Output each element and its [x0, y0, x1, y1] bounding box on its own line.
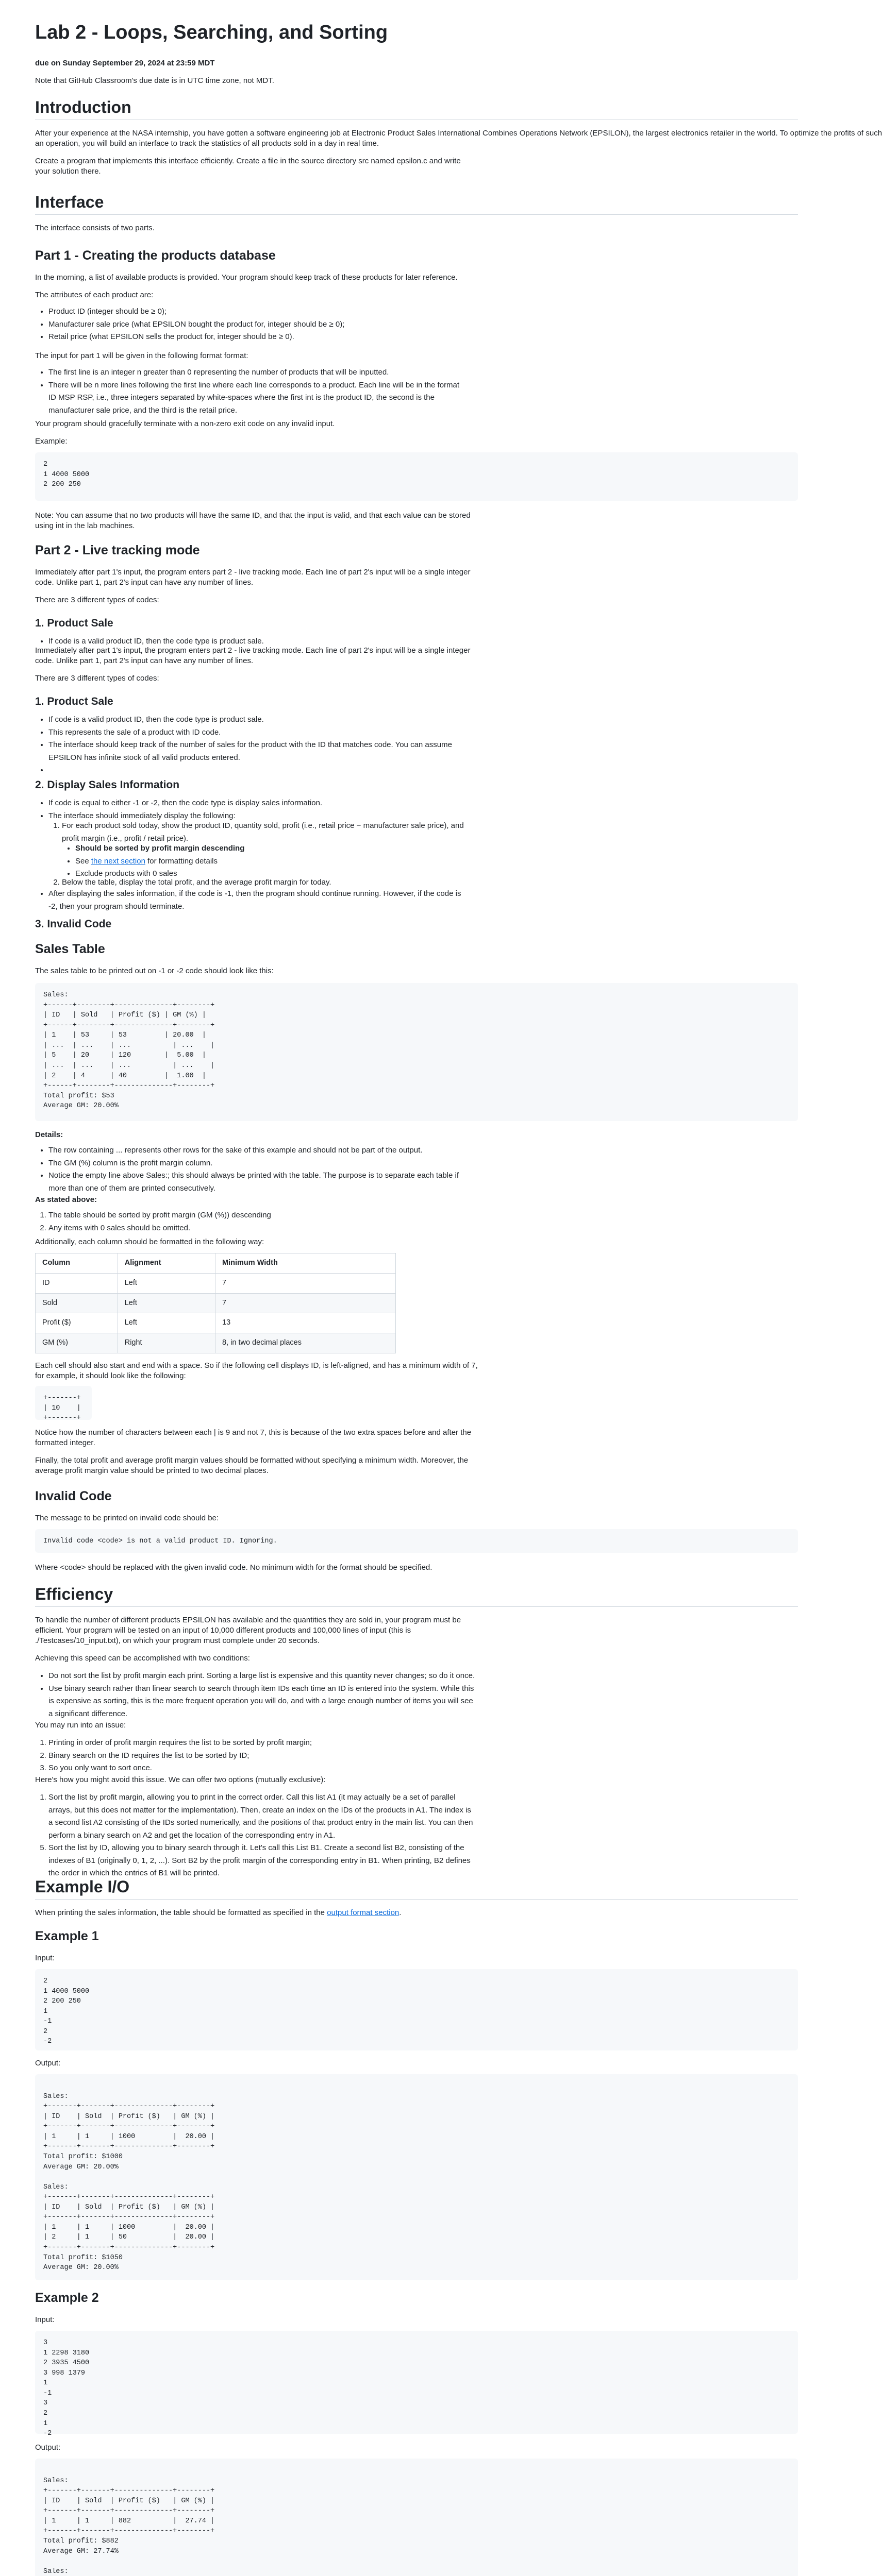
- interface-intro: The interface consists of two parts.: [35, 224, 155, 232]
- example2-input: 3 1 2298 3180 2 3935 4500 3 998 1379 1 -1 3 2 1 -2: [35, 2331, 798, 2434]
- efficiency-p1c: ./Testcases/10_input.txt), on which your program must complete under 20 seconds.: [35, 1636, 320, 1645]
- efficiency-list: [35, 1669, 475, 1721]
- example-io-intro: When printing the sales information, the table should be formatted as specified in the output format section.: [35, 1908, 402, 1917]
- list-item: • Retail price (what EPSILON sells the product for, integer should be ≥ 0).: [48, 331, 344, 343]
- part1-p1: In the morning, a list of available products is provided. Your program should keep track of these products for later reference.: [35, 273, 458, 282]
- divider: [35, 1606, 798, 1607]
- as-stated-label: As stated above:: [35, 1195, 97, 1204]
- product-sale-list: [35, 713, 452, 777]
- column-header: Minimum Width: [215, 1253, 396, 1274]
- list-item: • The first line is an integer n greater than 0 representing the number of products that will be inputted.: [48, 367, 459, 379]
- heading-efficiency: Efficiency: [35, 1585, 113, 1603]
- list-item: the order in which the entries of B1 will be printed.: [48, 1869, 220, 1877]
- invalid-code-note: Where <code> should be replaced with the given invalid code. No minimum width for the format should be specified.: [35, 1563, 432, 1572]
- list-item: is expensive as sorting, this is the more frequent operation you will do, and with a large enough number of items you will see: [48, 1697, 473, 1705]
- intro-paragraph-1b: an operation, you will build an interface to track the statistics of all products sold in a day in real time.: [35, 139, 379, 148]
- cell-format-example: +-------+ | 10 | +-------+: [35, 1386, 92, 1420]
- list-item: perform a binary search on A2 and get the location of the corresponding entry in A1.: [48, 1831, 336, 1840]
- list-item: manufacturer sale price, and the third is the retail price.: [48, 405, 238, 415]
- heading-part2: Part 2 - Live tracking mode: [35, 543, 200, 557]
- sales-table-example: Sales: +------+--------+--------------+--------+ | ID | Sold | Profit ($) | GM (%) | +------+--------+--------------+--------+ | 1 | 53 | 53 | 20.00 | | ... | ... | ... | ... | | 5 | 20 | 120 | 5.00 | | ... | ... | ... | ... | | 2 | 4 | 40 | 1.00 | +------+--------+--------------+--------+ Total profit: $53 Average GM: 20.00%: [35, 983, 798, 1121]
- part1-note: Note: You can assume that no two products will have the same ID, and that the input is valid, and that each value can be stored: [35, 511, 471, 520]
- list-item: 1. Printing in order of profit margin requires the list to be sorted by profit margin;: [48, 1737, 312, 1749]
- list-item: • Notice the empty line above Sales:; this should always be printed with the table. The purpose is to separate each table if: [48, 1170, 459, 1182]
- invalid-code-intro: The message to be printed on invalid code should be:: [35, 1514, 219, 1522]
- part2-dup-p1: Immediately after part 1's input, the program enters part 2 - live tracking mode. Each line of part 2's input will be a single integer: [35, 646, 471, 655]
- list-item: • Exclude products with 0 sales: [75, 868, 244, 880]
- list-item: • Do not sort the list by profit margin each print. Sorting a large list is expensive and this quantity never changes; so do it once.: [48, 1670, 475, 1682]
- part2-p2: There are 3 different types of codes:: [35, 596, 159, 604]
- list-item: • If code is a valid product ID, then the code type is product sale.: [48, 714, 452, 726]
- list-item: 1. For each product sold today, show the product ID, quantity sold, profit (i.e., retail price − manufacturer sale price), and: [62, 820, 464, 832]
- table-row: ID Left 7: [36, 1273, 396, 1293]
- list-item: • The row containing ... represents other rows for the sake of this example and should not be part of the output.: [48, 1145, 459, 1157]
- heading-product-sale-a: 1. Product Sale: [35, 617, 113, 629]
- list-item: • Manufacturer sale price (what EPSILON bought the product for, integer should be ≥ 0);: [48, 319, 344, 331]
- output-label: Output:: [35, 2443, 61, 2452]
- list-item: ID MSP RSP, i.e., three integers separated by white-spaces where the first int is the product ID, the second is the: [48, 393, 435, 402]
- list-item: a significant difference.: [48, 1709, 128, 1718]
- cell-format-p3: Finally, the total profit and average profit margin values should be formatted without specifying a minimum width. Moreover, the: [35, 1456, 469, 1465]
- details-list: [35, 1144, 459, 1195]
- heading-invalid-code-sub: 3. Invalid Code: [35, 918, 112, 930]
- part1-graceful: Your program should gracefully terminate with a non-zero exit code on any invalid input.: [35, 419, 335, 428]
- list-item: indexes of B1 (originally 0, 1, 2, ...). Sort B2 by the profit margin of the corresponding entry in B1. When printing, B2 defines: [48, 1856, 471, 1865]
- issue-list: [35, 1736, 312, 1775]
- heading-display-sales: 2. Display Sales Information: [35, 779, 180, 791]
- cell-format-p1: Each cell should also start and end with a space. So if the following cell displays ID, is left-aligned, and has a minimum width of 7,: [35, 1361, 478, 1370]
- divider: [35, 1899, 798, 1900]
- part2-dup-p1b: code. Unlike part 1, part 2's input can have any number of lines.: [35, 656, 254, 665]
- part2-p1b: code. Unlike part 1, part 2's input can have any number of lines.: [35, 578, 254, 587]
- details-label: Details:: [35, 1130, 63, 1139]
- part1-attributes: The attributes of each product are:: [35, 291, 154, 299]
- heading-introduction: Introduction: [35, 98, 131, 116]
- timezone-note: Note that GitHub Classroom's due date is in UTC time zone, not MDT.: [35, 76, 274, 85]
- heading-product-sale: 1. Product Sale: [35, 696, 113, 707]
- heading-example-2: Example 2: [35, 2291, 99, 2305]
- table-row: GM (%) Right 8, in two decimal places: [36, 1333, 396, 1353]
- table-row: Sold Left 7: [36, 1293, 396, 1313]
- list-item: • There will be n more lines following the first line where each line corresponds to a product. Each line will be in the format: [48, 380, 459, 392]
- column-header: Alignment: [118, 1253, 215, 1274]
- output-format-link[interactable]: output format section: [327, 1908, 400, 1917]
- list-item: • If code is a valid product ID, then the code type is product sale.: [48, 636, 264, 648]
- list-item: 5. Sort the list by ID, allowing you to binary search through it. Let's call this List B1. Create a second list B2, consisting of the: [48, 1842, 473, 1854]
- example2-output: Sales: +-------+-------+--------------+--------+ | ID | Sold | Profit ($) | GM (%) | +-------+-------+--------------+--------+ | 1 | 1 | 882 | 27.74 | +-------+-------+--------------+--------+ Total profit: $882 Average GM: 27.74% Sales:: [35, 2459, 798, 2576]
- as-stated-list: [35, 1209, 271, 1235]
- heading-example-1: Example 1: [35, 1929, 99, 1943]
- list-item: • The interface should immediately display the following:: [48, 810, 322, 822]
- list-item: 1. The table should be sorted by profit margin (GM (%)) descending: [48, 1210, 271, 1222]
- display-substeps: [62, 842, 244, 881]
- list-item: profit margin (i.e., profit / retail price).: [62, 834, 189, 843]
- list-item: • The interface should keep track of the number of sales for the product with the ID that matches code. You can assume: [48, 739, 452, 751]
- cell-format-p2b: formatted integer.: [35, 1438, 95, 1447]
- due-date: due on Sunday September 29, 2024 at 23:59 MDT: [35, 59, 215, 67]
- list-item: • Use binary search rather than linear search to search through item IDs each time an ID is entered into the system. While this: [48, 1683, 475, 1695]
- list-item: • See the next section for formatting details: [75, 856, 244, 868]
- efficiency-p1: To handle the number of different products EPSILON has available and the quantities they are sold in, your program must be: [35, 1616, 461, 1624]
- list-item: 3. So you only want to sort once.: [48, 1762, 312, 1774]
- heading-invalid-code: Invalid Code: [35, 1489, 112, 1503]
- cell-format-p3b: average profit margin value should be printed to two decimal places.: [35, 1466, 269, 1475]
- output-label: Output:: [35, 2059, 61, 2067]
- list-item: • Should be sorted by profit margin descending: [75, 843, 244, 855]
- avoid-intro: Here's how you might avoid this issue. We can offer two options (mutually exclusive):: [35, 1775, 326, 1784]
- list-item: [48, 765, 452, 776]
- list-item: • Product ID (integer should be ≥ 0);: [48, 306, 344, 318]
- input-label: Input:: [35, 1954, 55, 1962]
- list-item: 1. Sort the list by profit margin, allowing you to print in the correct order. Call this list A1 (it may actually be a set of parallel: [48, 1792, 473, 1804]
- part2-dup-p2: There are 3 different types of codes:: [35, 674, 159, 683]
- cell-format-p2: Notice how the number of characters between each | is 9 and not 7, this is because of the two extra spaces before and after the: [35, 1428, 472, 1437]
- see-next-section-link[interactable]: the next section: [91, 856, 145, 866]
- part1-note-b: using int in the lab machines.: [35, 521, 135, 530]
- list-item: arrays, but this does not matter for the implementation). Then, create an index on the IDs of the products in A1. The index is: [48, 1805, 471, 1815]
- example1-input: 2 1 4000 5000 2 200 250 1 -1 2 -2: [35, 1969, 798, 2050]
- cell-format-p1b: for example, it should look like the following:: [35, 1371, 186, 1380]
- list-item: -2, then your program should terminate.: [48, 902, 185, 911]
- divider: [35, 214, 798, 215]
- heading-part1: Part 1 - Creating the products database: [35, 248, 276, 263]
- list-item: 2. Below the table, display the total profit, and the average profit margin for today.: [62, 877, 331, 889]
- part2-p1: Immediately after part 1's input, the program enters part 2 - live tracking mode. Each line of part 2's input will be a single integer: [35, 568, 471, 577]
- attributes-list: [35, 305, 344, 344]
- list-item: 2. Any items with 0 sales should be omitted.: [48, 1223, 271, 1234]
- run-into-issue: You may run into an issue:: [35, 1721, 126, 1730]
- intro-paragraph-2: Create a program that implements this interface efficiently. Create a file in the source directory src named epsilon.c and write: [35, 157, 461, 165]
- list-item: • The GM (%) column is the profit margin column.: [48, 1158, 459, 1170]
- display-after-list: [35, 887, 461, 913]
- sales-table-intro: The sales table to be printed out on -1 or -2 code should look like this:: [35, 967, 274, 975]
- part1-example-code: 2 1 4000 5000 2 200 250: [35, 452, 798, 501]
- format-list: [35, 366, 459, 417]
- table-row: Profit ($) Left 13: [36, 1313, 396, 1333]
- intro-paragraph-1: After your experience at the NASA internship, you have gotten a software engineering job at Electronic Product Sales International Combines Operations Network (EPSILON), the largest electronics retailer in the world. To optimize the profits of such: [35, 129, 882, 138]
- example1-output: Sales: +-------+-------+--------------+--------+ | ID | Sold | Profit ($) | GM (%) | +-------+-------+--------------+--------+ | 1 | 1 | 1000 | 20.00 | +-------+-------+--------------+--------+ Total profit: $1000 Average GM: 20.00% Sales: +-------+-------+--------------+--------+ | ID | Sold | Profit ($) | GM (%) | +-------+-------+--------------+--------+ | 1 | 1 | 1000 | 20.00 | | 2 | 1 | 50 | 20.00 | +-------+-------+--------------+--------+ Total profit: $1050 Average GM: 20.00%: [35, 2074, 798, 2280]
- list-item: a second list A2 consisting of the IDs sorted numerically, and the positions of that product entry in the main list. You can then: [48, 1818, 473, 1827]
- heading-sales-table: Sales Table: [35, 942, 105, 956]
- list-item: • After displaying the sales information, if the code is -1, then the program should continue running. However, if the code is: [48, 888, 461, 900]
- list-item: • If code is equal to either -1 or -2, then the code type is display sales information.: [48, 798, 322, 809]
- part1-input-format: The input for part 1 will be given in the following format format:: [35, 351, 248, 360]
- efficiency-p1b: efficient. Your program will be tested on an input of 10,000 different products and 100,000 lines of input (this is: [35, 1626, 411, 1635]
- column-format-intro: Additionally, each column should be formatted in the following way:: [35, 1238, 264, 1246]
- page-title: Lab 2 - Loops, Searching, and Sorting: [35, 22, 388, 43]
- list-item: more than one of them are printed consecutively.: [48, 1183, 216, 1193]
- list-item: EPSILON has infinite stock of all valid products entered.: [48, 753, 240, 762]
- example-label: Example:: [35, 437, 68, 446]
- input-label: Input:: [35, 2315, 55, 2324]
- list-item: 2. Binary search on the ID requires the list to be sorted by ID;: [48, 1750, 312, 1762]
- column-format-table: [35, 1253, 396, 1353]
- heading-example-io: Example I/O: [35, 1877, 130, 1896]
- invalid-code-example: Invalid code <code> is not a valid product ID. Ignoring.: [35, 1529, 798, 1553]
- avoid-list: [35, 1791, 473, 1880]
- heading-interface: Interface: [35, 193, 104, 211]
- intro-paragraph-2b: your solution there.: [35, 167, 101, 176]
- column-header: Column: [36, 1253, 118, 1274]
- list-item: • This represents the sale of a product with ID code.: [48, 727, 452, 739]
- efficiency-p2: Achieving this speed can be accomplished with two conditions:: [35, 1654, 250, 1663]
